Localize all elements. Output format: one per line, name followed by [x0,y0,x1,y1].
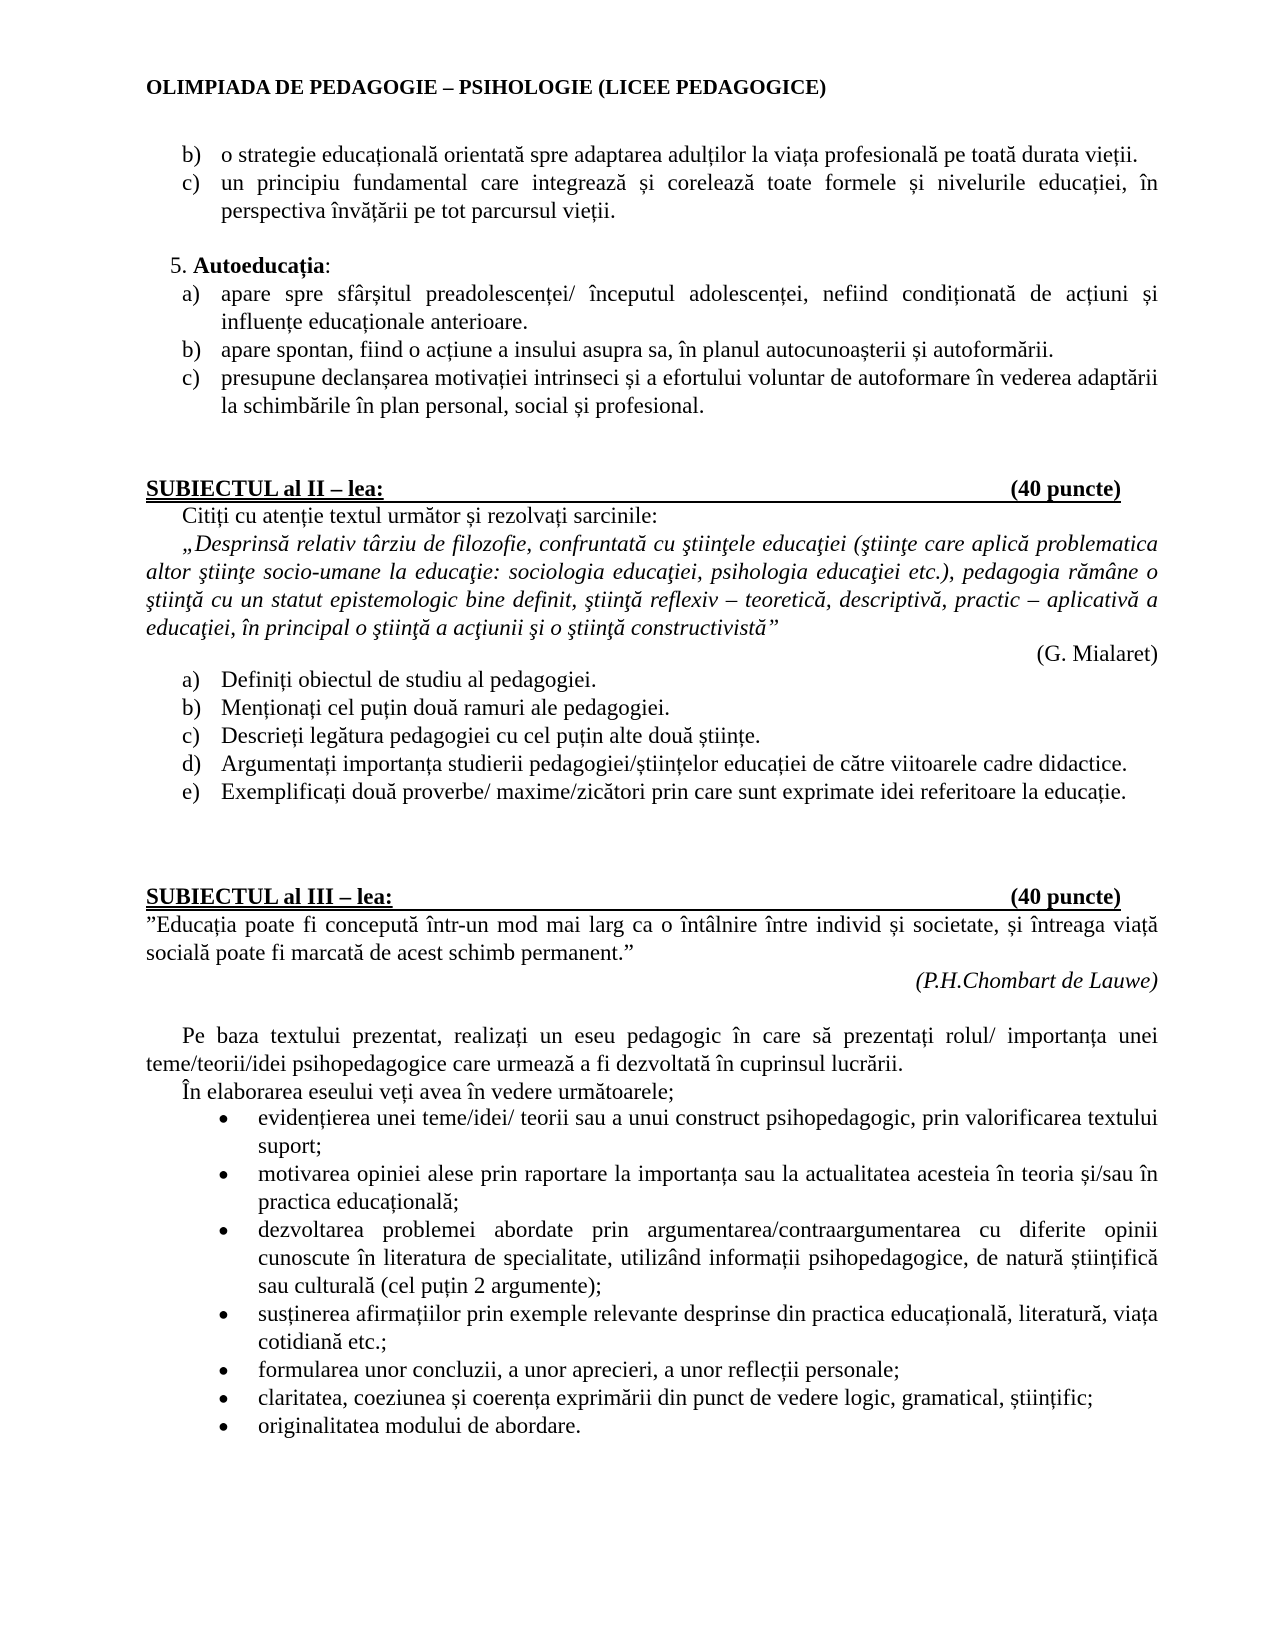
essay-criteria-list [146,1104,1158,1440]
essay-criterion [146,1300,1158,1356]
subject-2-points: (40 puncte) [1010,476,1121,501]
task-text: Menționați cel puțin două ramuri ale pedagogiei. [221,695,670,720]
subject-2-author: (G. Mialaret) [1036,641,1158,666]
bullet-icon: ● [218,1164,229,1184]
essay-criterion-text: dezvoltarea problemei abordate prin argumentarea/contraargumentarea cu diferite opinii cunoscute în literatura de specialitate, utilizând informații psihopedagogice, de natură științifică sau culturală (cel puțin 2 argumente); [258,1217,1158,1298]
page-header: OLIMPIADA DE PEDAGOGIE – PSIHOLOGIE (LICEE PEDAGOGICE) [146,75,827,99]
essay-criterion [146,1160,1158,1216]
subject-3-intro: În elaborarea eseului veți avea în vedere următoarele; [182,1079,675,1104]
bullet-icon: ● [218,1220,229,1240]
q5-option-text: presupune declanșarea motivației intrinseci și a efortului voluntar de autoformare în vederea adaptării la schimbările în plan personal, social și profesional. [221,365,1158,418]
bullet-icon: ● [218,1108,229,1128]
subject-2-heading [146,475,1121,503]
task-text: Definiți obiectul de studiu al pedagogiei. [221,667,597,692]
q4-option-text: o strategie educațională orientată spre adaptarea adulților la viața profesională pe toată durata vieții. [221,142,1139,167]
essay-criterion [146,1216,1158,1300]
task-text: Exemplificați două proverbe/ maxime/zicători prin care sunt exprimate idei referitoare la educație. [221,779,1127,804]
task-marker: b) [182,695,202,720]
subject-3-title: SUBIECTUL al III – lea: [146,884,393,909]
q5-option-text: apare spontan, fiind o acțiune a insului asupra sa, în planul autocunoașterii și autoformării. [221,337,1054,362]
essay-criterion [146,1412,1158,1440]
q5-heading [170,252,1182,280]
subject-2-task-c [146,722,1158,750]
subject-3-quote: ”Educația poate fi concepută într-un mod mai larg ca o întâlnire între individ și societate, și întreaga viață socială poate fi marcată de acest schimb permanent.” [146,912,1158,965]
q5-option-a [146,280,1158,336]
subject-2-tasks [146,666,1158,806]
subject-2-instruction: Citiți cu atenție textul următor și rezolvați sarcinile: [182,503,658,528]
essay-criterion [146,1104,1158,1160]
q4-options [146,141,1158,225]
q5-option-marker: c) [182,365,200,390]
task-marker: d) [182,751,202,776]
task-text: Descrieți legătura pedagogiei cu cel puțin alte două științe. [221,723,761,748]
q4-option-text: un principiu fundamental care integrează și corelează toate formele și nivelurile educației, în perspectiva învățării pe tot parcursul vieții. [221,170,1158,223]
q5-options [146,280,1158,420]
essay-criterion-text: susținerea afirmațiilor prin exemple relevante desprinse din practica educațională, literatură, viața cotidiană etc.; [258,1301,1158,1354]
essay-criterion-text: claritatea, coeziunea și coerența exprimării din punct de vedere logic, gramatical, științific; [258,1385,1094,1410]
essay-criterion [146,1384,1158,1412]
q4-option-c [146,169,1158,225]
q5-option-marker: a) [182,281,200,306]
bullet-icon: ● [218,1304,229,1324]
subject-3-heading [146,883,1121,911]
bullet-icon: ● [218,1416,229,1436]
subject-2-task-d [146,750,1158,778]
subject-2-quote: „Desprinsă relativ târziu de filozofie, confruntată cu ştiinţele educaţiei (ştiinţe care aplică problematica altor ştiinţe socio-umane la educaţie: sociologia educaţiei, psihologia educaţiei etc.), pedagogia rămâne o ştiinţă cu un statut epistemologic bine definit, ştiinţă reflexiv – teoretică, descriptivă, practic – aplicativă a educaţiei, în principal o ştiinţă a acţiunii şi o ştiinţă constructivistă” [146,531,1158,640]
q5-colon: : [324,253,332,278]
subject-3-author: (P.H.Chombart de Lauwe) [915,968,1158,993]
subject-2-task-a [146,666,1158,694]
subject-2-task-e [146,778,1158,806]
task-marker: e) [182,779,200,804]
q5-number: 5. [170,253,188,278]
subject-2-title: SUBIECTUL al II – lea: [146,476,384,501]
subject-2-task-b [146,694,1158,722]
q5-option-b [146,336,1158,364]
essay-criterion-text: motivarea opiniei alese prin raportare la importanța sau la actualitatea acesteia în teoria și/sau în practica educațională; [258,1161,1158,1214]
essay-criterion-text: evidențierea unei teme/idei/ teorii sau a unui construct psihopedagogic, prin valorificarea textului suport; [258,1105,1158,1158]
subject-3-points: (40 puncte) [1010,884,1121,909]
task-text: Argumentați importanța studierii pedagogiei/științelor educației de către viitoarele cadre didactice. [221,751,1128,776]
bullet-icon: ● [218,1388,229,1408]
q5-option-text: apare spre sfârșitul preadolescenței/ începutul adolescenței, nefiind condiționată de acțiuni și influențe educaționale anterioare. [221,281,1158,334]
essay-criterion-text: formularea unor concluzii, a unor aprecieri, a unor reflecții personale; [258,1357,900,1382]
task-marker: c) [182,723,200,748]
essay-criterion [146,1356,1158,1384]
q4-option-marker: b) [182,142,202,167]
q4-option-b [146,141,1158,169]
task-marker: a) [182,667,200,692]
essay-criterion-text: originalitatea modului de abordare. [258,1413,582,1438]
subject-3-task: Pe baza textului prezentat, realizați un eseu pedagogic în care să prezentați rolul/ importanța unei teme/teorii/idei psihopedagogice care urmează a fi dezvoltată în cuprinsul lucrării. [146,1023,1158,1076]
q5-option-marker: b) [182,337,202,362]
bullet-icon: ● [218,1360,229,1380]
q5-option-c [146,364,1158,420]
q4-option-marker: c) [182,170,200,195]
q5-title: Autoeducația [193,253,325,278]
